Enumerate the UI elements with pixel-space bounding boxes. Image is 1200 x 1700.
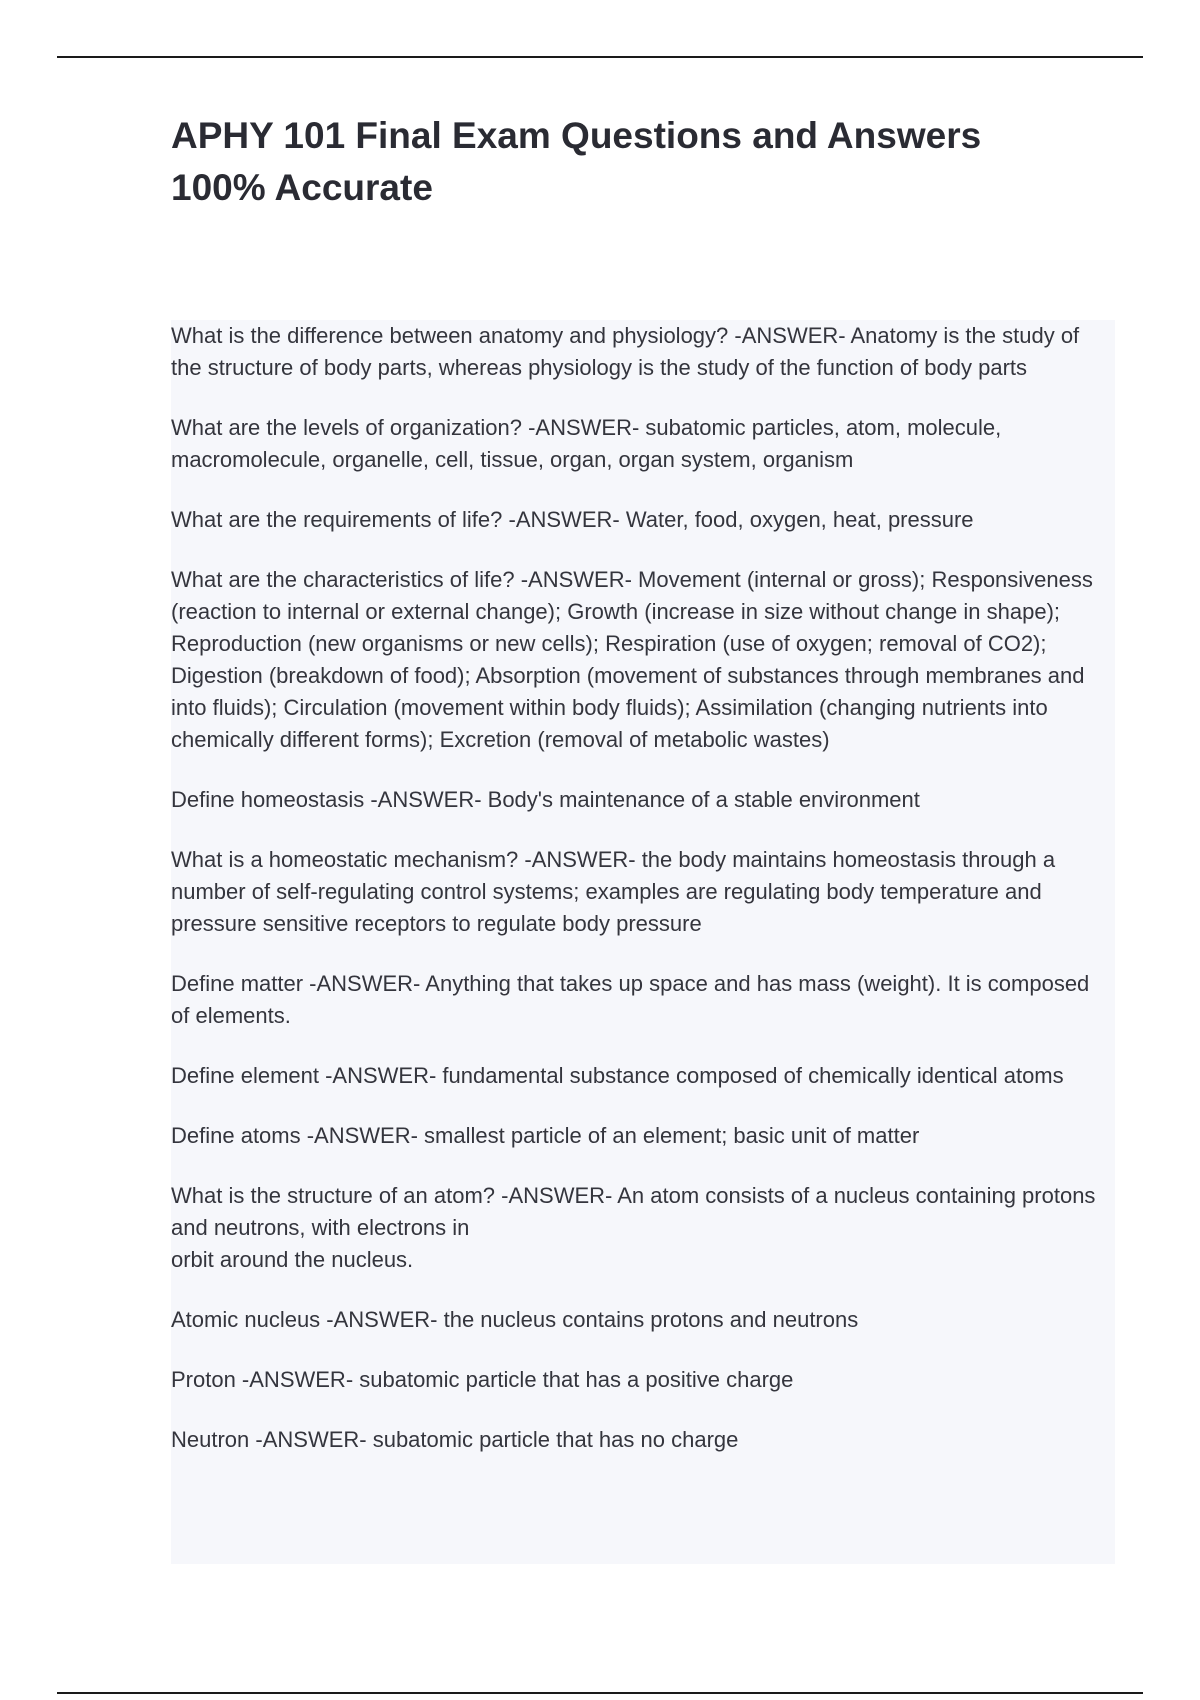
qa-entry: Atomic nucleus -ANSWER- the nucleus contains protons and neutrons (171, 1307, 859, 1332)
qa-entry: What are the characteristics of life? -ANSWER- Movement (internal or gross); Responsiveness (reaction to internal or external change); Growth (increase in size without change in shape); Reproduction (new organisms or new cells); Respiration (use of oxygen; removal of CO2); Digestion (breakdown of food); Absorption (movement of substances through membranes and into fluids); Circulation (movement within body fluids); Assimilation (changing nutrients into chemically different forms); Excretion (removal of metabolic wastes) (171, 567, 1093, 752)
document-title-line-2: 100% Accurate (171, 167, 433, 208)
qa-entry: What is the structure of an atom? -ANSWER- An atom consists of a nucleus containing protons and neutrons, with electrons in orbit around the nucleus. (171, 1183, 1096, 1272)
qa-entry: Define element -ANSWER- fundamental substance composed of chemically identical atoms (171, 1063, 1064, 1088)
document-title (171, 110, 1111, 214)
qa-entry: Proton -ANSWER- subatomic particle that has a positive charge (171, 1367, 794, 1392)
qa-entry: Define atoms -ANSWER- smallest particle of an element; basic unit of matter (171, 1123, 920, 1148)
qa-list (171, 320, 1111, 1484)
top-divider (57, 56, 1143, 58)
bottom-divider (57, 1692, 1143, 1694)
qa-entry: What are the requirements of life? -ANSWER- Water, food, oxygen, heat, pressure (171, 507, 974, 532)
qa-entry: Define homeostasis -ANSWER- Body's maintenance of a stable environment (171, 787, 920, 812)
qa-entry: What is a homeostatic mechanism? -ANSWER- the body maintains homeostasis through a number of self-regulating control systems; examples are regulating body temperature and pressure sensitive receptors to regulate body pressure (171, 847, 1056, 936)
document-title-line-1: APHY 101 Final Exam Questions and Answers (171, 115, 982, 156)
qa-entry: Neutron -ANSWER- subatomic particle that has no charge (171, 1427, 739, 1452)
qa-entry: Define matter -ANSWER- Anything that takes up space and has mass (weight). It is composed of elements. (171, 971, 1090, 1028)
qa-entry: What is the difference between anatomy and physiology? -ANSWER- Anatomy is the study of the structure of body parts, whereas physiology is the study of the function of body parts (171, 323, 1080, 380)
qa-section (171, 320, 1115, 1564)
qa-entry: What are the levels of organization? -ANSWER- subatomic particles, atom, molecule, macromolecule, organelle, cell, tissue, organ, organ system, organism (171, 415, 1002, 472)
